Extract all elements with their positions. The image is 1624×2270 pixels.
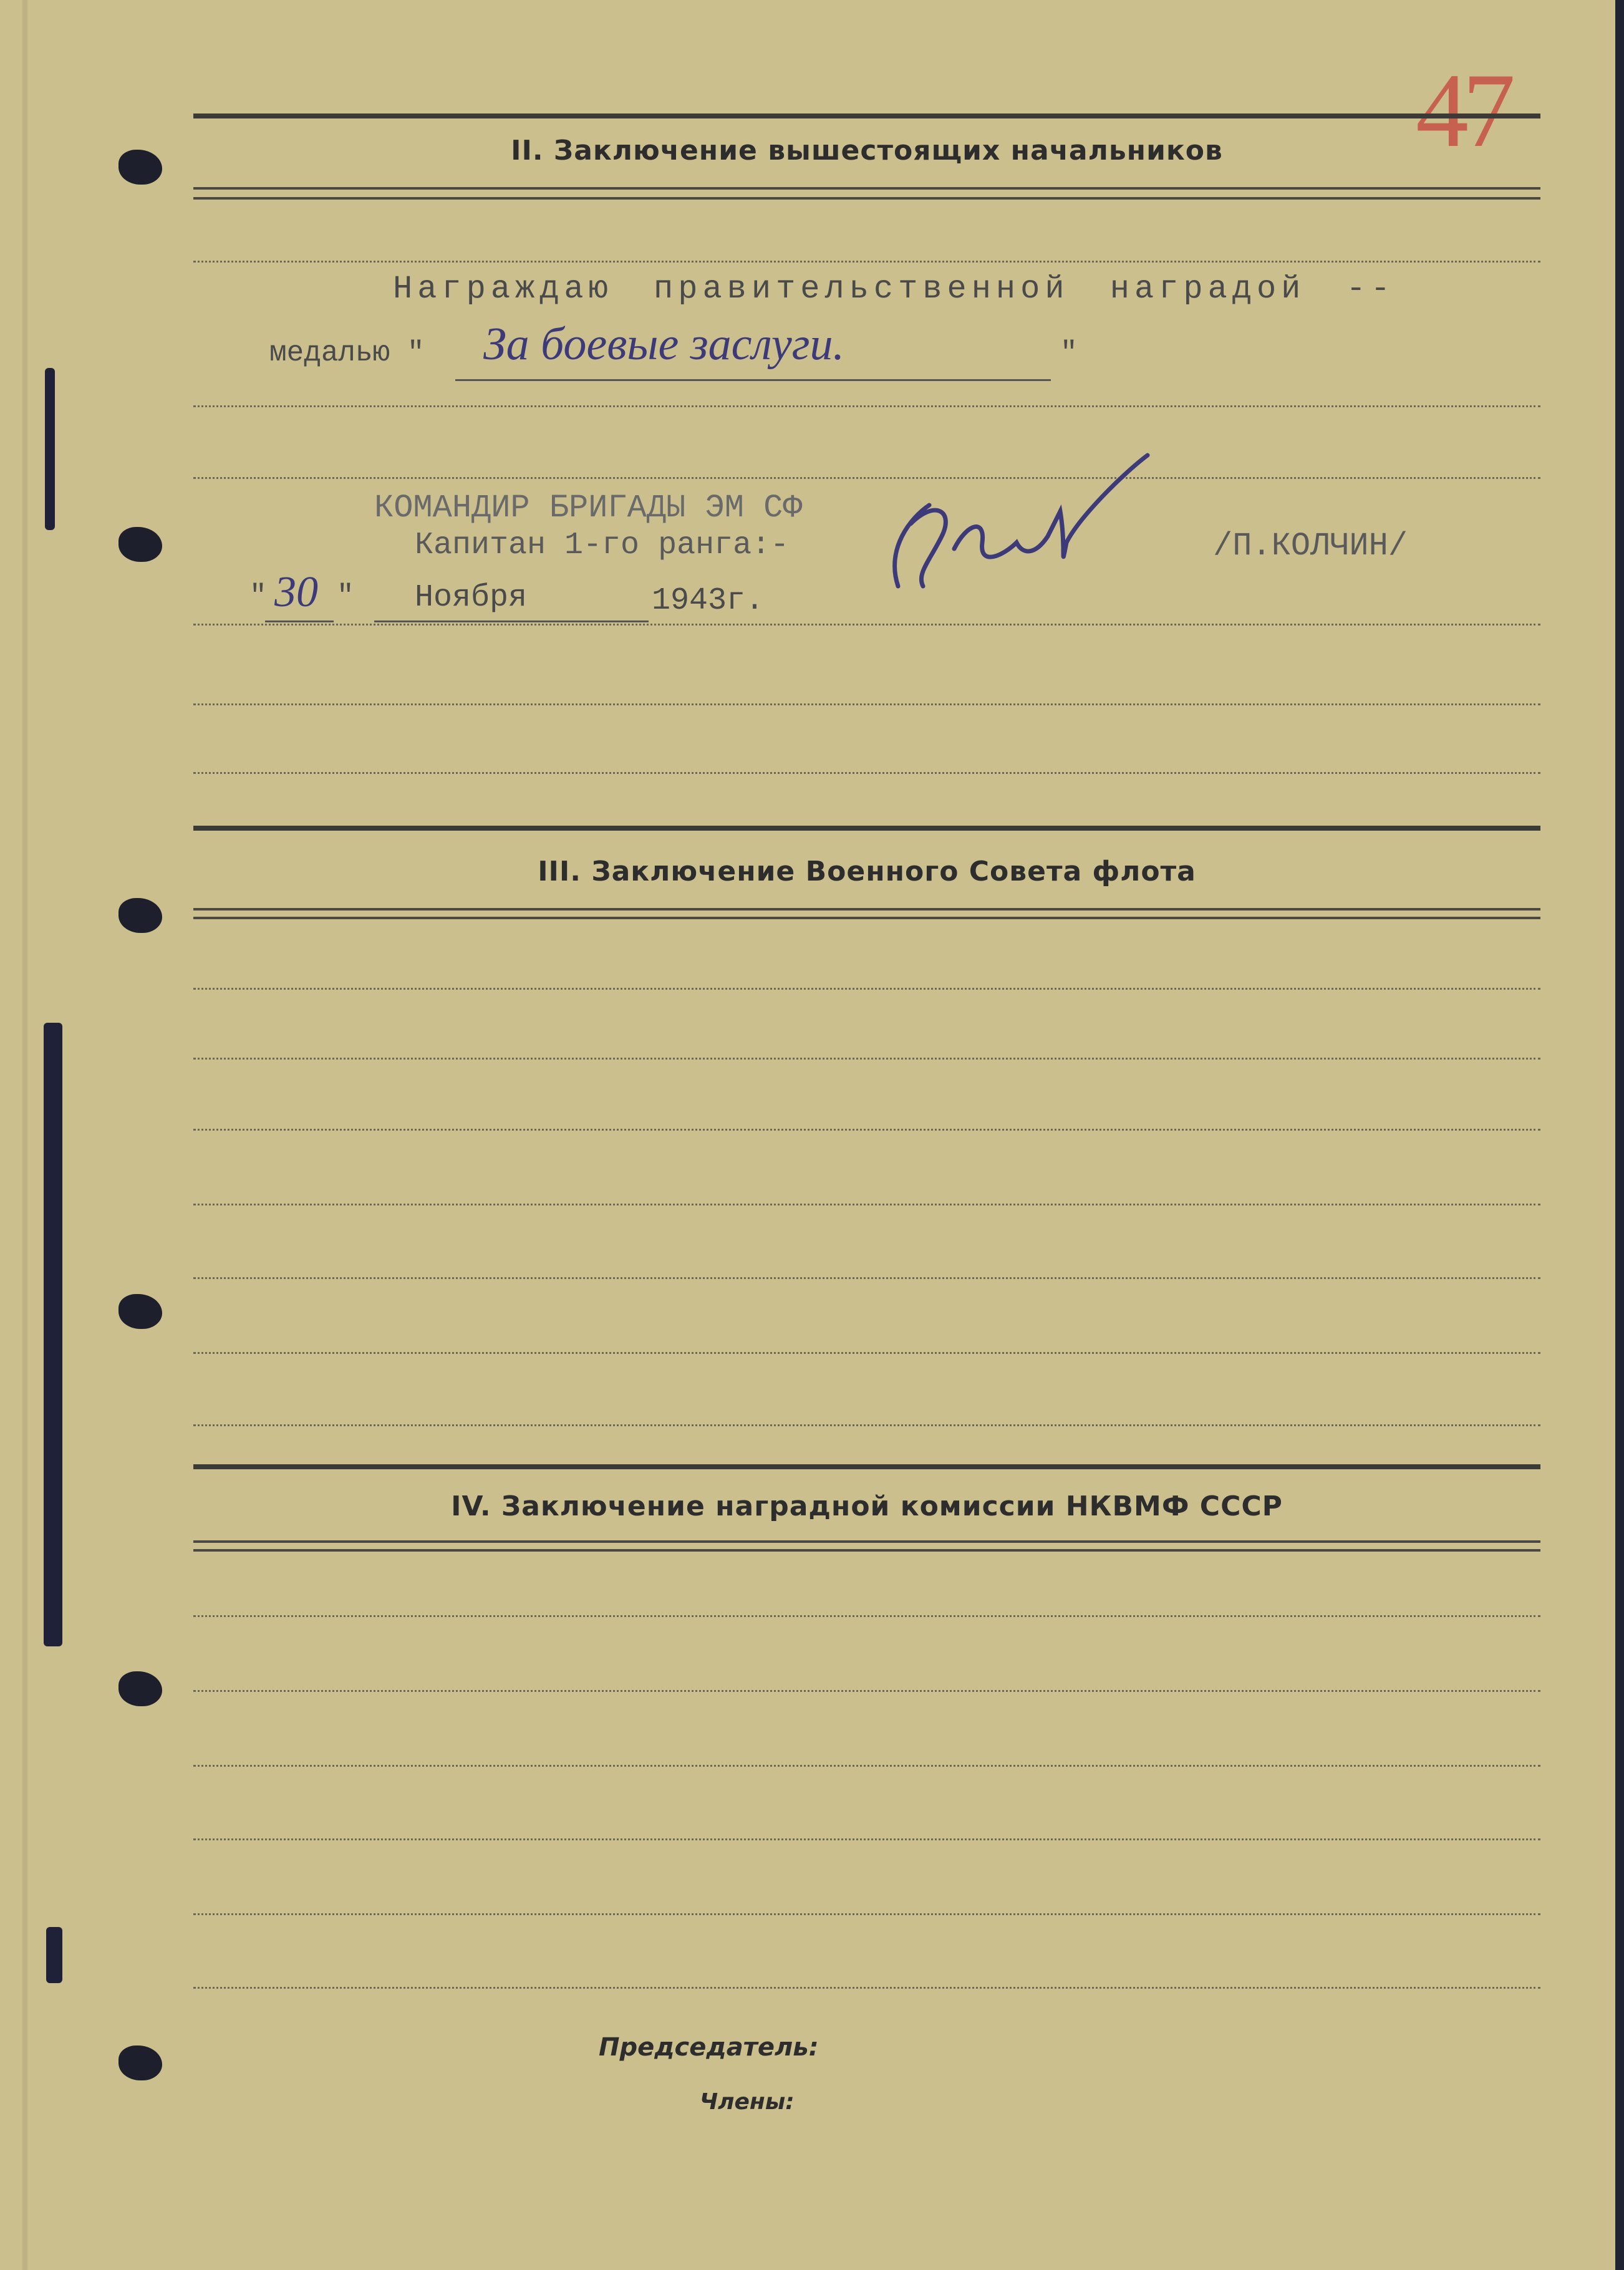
writing-line <box>193 772 1540 774</box>
writing-line <box>193 261 1540 263</box>
section-rule <box>193 908 1540 910</box>
date-year: 1943г. <box>652 583 765 619</box>
writing-line <box>193 1424 1540 1426</box>
commander-signature <box>861 449 1160 611</box>
page-fold <box>22 0 27 2270</box>
award-text: Награждаю правительственной наградой -- <box>393 271 1395 307</box>
binding-ink-mark <box>45 368 55 530</box>
medal-name: За боевые заслуги. <box>483 319 845 370</box>
date-quote-open: " <box>249 580 267 612</box>
section-rule <box>193 1464 1540 1469</box>
medal-prefix: медалью " <box>269 337 425 369</box>
commander-name: /П.КОЛЧИН/ <box>1213 528 1408 564</box>
commander-rank: Капитан 1-го ранга:- <box>415 528 790 563</box>
section-rule <box>193 187 1540 190</box>
folio-number: 47 <box>1416 52 1509 169</box>
writing-line <box>193 1615 1540 1617</box>
binding-hole <box>118 527 162 562</box>
writing-line <box>193 1058 1540 1060</box>
writing-line <box>193 988 1540 990</box>
section-heading: III. Заключение Военного Совета флота <box>538 856 1196 887</box>
page-edge <box>1615 0 1624 2270</box>
section-rule <box>193 1540 1540 1543</box>
writing-line <box>193 1690 1540 1692</box>
chairman-label: Председатель: <box>599 2033 819 2062</box>
section-rule <box>193 917 1540 919</box>
writing-line <box>193 1838 1540 1840</box>
binding-ink-mark <box>44 1023 62 1646</box>
writing-line <box>193 703 1540 705</box>
commander-title: КОМАНДИР БРИГАДЫ ЭМ СФ <box>374 490 803 526</box>
binding-hole <box>118 1671 162 1706</box>
members-label: Члены: <box>700 2089 795 2115</box>
writing-line <box>193 1352 1540 1354</box>
section-rule <box>193 826 1540 831</box>
date-day-underline <box>265 621 334 622</box>
medal-underline <box>455 379 1051 381</box>
writing-line <box>193 1765 1540 1767</box>
date-day: 30 <box>274 568 318 616</box>
writing-line <box>193 1987 1540 1989</box>
date-month: Ноября <box>415 580 528 616</box>
writing-line <box>193 624 1540 625</box>
writing-line <box>193 1277 1540 1279</box>
section-rule <box>193 114 1540 118</box>
section-rule <box>193 1549 1540 1552</box>
medal-suffix: " <box>1060 337 1078 369</box>
binding-hole <box>118 898 162 933</box>
writing-line <box>193 405 1540 407</box>
binding-ink-mark <box>46 1927 62 1983</box>
writing-line <box>193 1204 1540 1205</box>
date-quote-close: " <box>337 580 354 612</box>
section-heading: IV. Заключение наградной комиссии НКВМФ СССР <box>451 1490 1283 1522</box>
section-heading: II. Заключение вышестоящих начальников <box>511 135 1223 167</box>
section-rule <box>193 197 1540 200</box>
writing-line <box>193 1913 1540 1915</box>
writing-line <box>193 1129 1540 1131</box>
binding-hole <box>118 1294 162 1329</box>
binding-hole <box>118 2045 162 2080</box>
binding-hole <box>118 150 162 185</box>
date-month-underline <box>374 621 649 622</box>
